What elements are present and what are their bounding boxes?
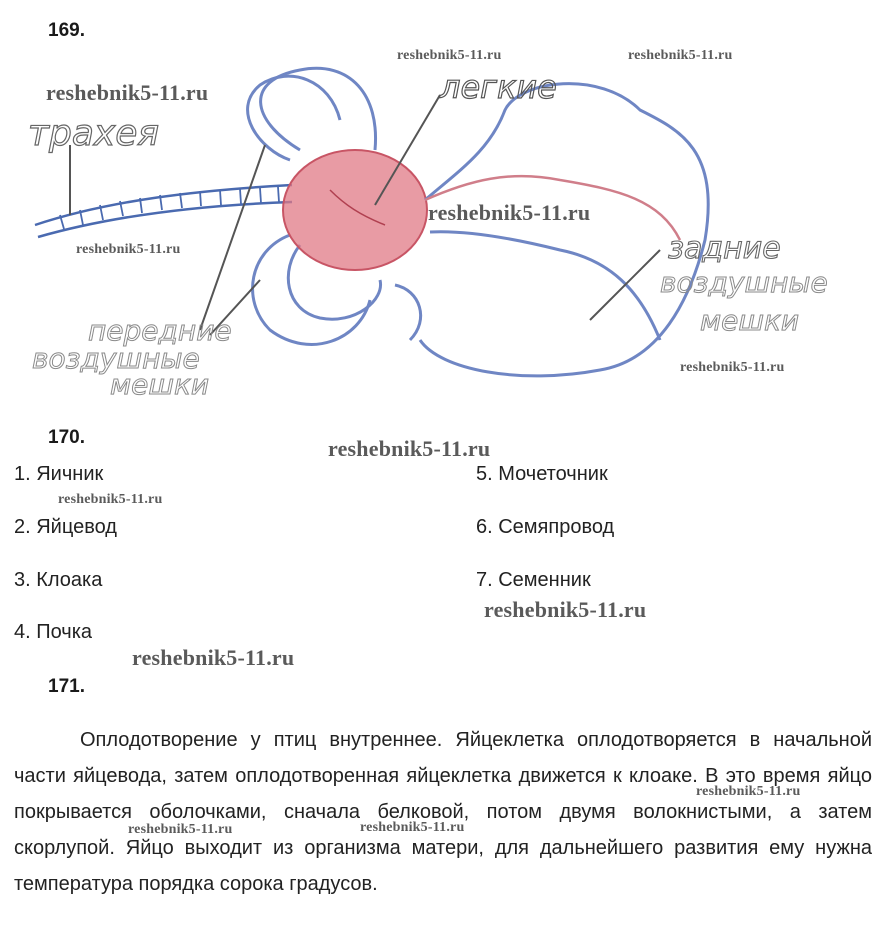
watermark: reshebnik5-11.ru [397,48,502,63]
rear-air-sacs [420,84,708,376]
task-171-paragraph: Оплодотворение у птиц внутреннее. Яйцеклетка оплодотворяется в начальной части яйцевода, затем оплодотворенная яйцеклетка движется к клоаке. В это время яйцо покрывается оболочками, сначала белковой, потом двумя волокнистыми, а затем скорлупой. Яйцо выходит из организма матери, для дальнейшего развития ему нужна температура порядка сорока градусов. [14,729,872,895]
label-lungs: легкие [440,68,557,106]
watermark: reshebnik5-11.ru [76,242,181,257]
label-rear-sacs-line2: воздушные [660,266,828,299]
organ-list-item: 6. Семяпровод [476,516,615,538]
label-trachea: трахея [28,113,159,154]
organ-list-item: 3. Клоака [14,569,103,591]
watermark: reshebnik5-11.ru [328,436,491,461]
trachea [35,185,292,237]
watermark: reshebnik5-11.ru [680,360,785,375]
watermark: reshebnik5-11.ru [128,822,233,837]
label-front-sacs-line1: передние [88,314,232,347]
watermark: reshebnik5-11.ru [132,645,295,670]
organ-list-item: 2. Яйцевод [14,516,117,538]
organ-list-item: 4. Почка [14,621,93,643]
watermark: reshebnik5-11.ru [58,492,163,507]
watermark: reshebnik5-11.ru [360,820,465,835]
watermark: reshebnik5-11.ru [428,200,591,225]
task-171-number: 171. [48,676,85,697]
watermark: reshebnik5-11.ru [46,80,209,105]
watermark: reshebnik5-11.ru [484,597,647,622]
label-front-sacs-line2: воздушные [32,342,200,375]
lung [283,150,427,270]
organ-list-item: 1. Яичник [14,463,104,485]
label-rear-sacs-line3: мешки [700,304,800,337]
task-169-number: 169. [48,20,85,41]
watermark: reshebnik5-11.ru [696,784,801,799]
watermark: reshebnik5-11.ru [628,48,733,63]
task-170-number: 170. [48,427,85,448]
label-rear-sacs-line1: задние [668,231,781,266]
organ-list-item: 7. Семенник [476,569,591,591]
label-front-sacs-line3: мешки [110,368,210,401]
organ-list-item: 5. Мочеточник [476,463,608,485]
